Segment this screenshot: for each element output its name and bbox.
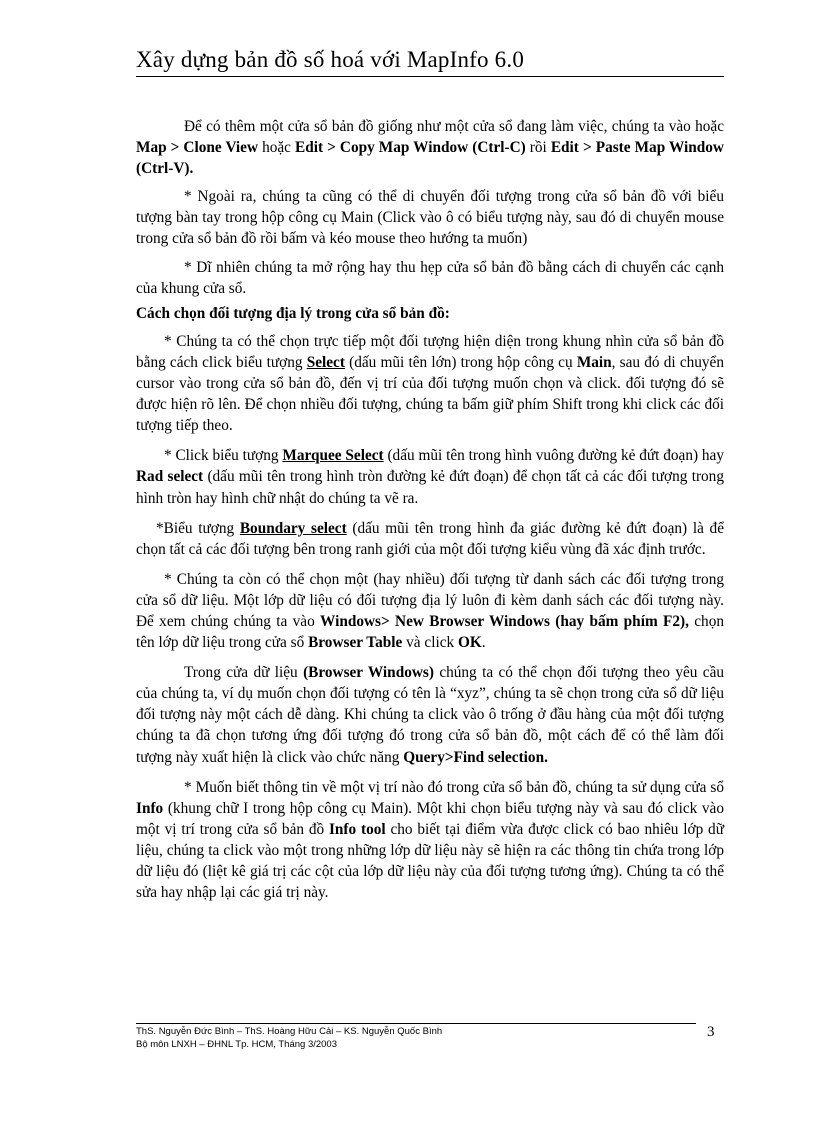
term-rad-select: Rad select <box>136 468 204 486</box>
paragraph-select-tool: * Chúng ta có thể chọn trực tiếp một đối tượng hiện diện trong khung nhìn cửa sổ bản đồ bằng cách click biểu tượng Select (dấu mũi tên lớn) trong hộp công cụ Main, sau đó di chuyển cursor vào trong cửa sổ bản đồ, đến vị trí của đối tượng muốn chọn và click. đối tượng đó sẽ được hiện rõ lên. Để chọn nhiều đối tượng, chúng ta bấm giữ phím Shift trong khi click các đối tượng tiếp theo. <box>136 332 724 435</box>
paragraph-resize-window: * Dĩ nhiên chúng ta mở rộng hay thu hẹp cửa sổ bản đồ bằng cách di chuyển các cạnh của khung cửa sổ. <box>136 258 724 297</box>
footer-authors <box>136 1026 442 1051</box>
paragraph-hand-tool: * Ngoài ra, chúng ta cũng có thể di chuyển đối tượng trong cửa sổ bản đồ với biểu tượng bàn tay trong hộp công cụ Main (Click vào ô có biểu tượng này, sau đó di chuyển mouse trong cửa sổ bản đồ rồi bấm và kéo mouse theo hướng ta muốn) <box>136 188 724 248</box>
menu-path-new-browser: Windows> New Browser Windows (hay bấm phím F2), <box>320 612 689 630</box>
term-select: Select <box>306 353 345 371</box>
term-marquee-select: Marquee Select <box>282 447 384 465</box>
menu-path-find-selection: Query>Find selection. <box>403 748 548 766</box>
term-ok: OK <box>457 634 482 652</box>
footer-divider <box>136 1023 696 1024</box>
paragraph-clone-view: Để có thêm một cửa sổ bản đồ giống như một cửa sổ đang làm việc, chúng ta vào hoặc Map > Clone View hoặc Edit > Copy Map Window (Ctrl-C) rồi Edit > Paste Map Window (Ctrl-V). <box>136 118 724 178</box>
menu-path-paste-map-window: Edit > Paste Map Window (Ctrl-V). <box>136 139 724 178</box>
term-browser-windows: (Browser Windows) <box>303 664 434 682</box>
paragraph-browser-windows: Trong cửa dữ liệu (Browser Windows) chúng ta có thể chọn đối tượng theo yêu cầu của chúng ta, ví dụ muốn chọn đối tượng có tên là “xyz”, chúng ta sẽ chọn trong cửa sổ dữ liệu đối tượng này một cách dễ dàng. Khi chúng ta click vào ô trống ở đầu hàng của một đối tượng chúng ta đã chọn tương ứng đối tượng đó trong cửa sổ bản đồ, một cách để có thể làm đối tượng này xuất hiện là click vào chức năng Query>Find selection. <box>136 664 725 766</box>
footer-line-authors: ThS. Nguyễn Đức Bình – ThS. Hoàng Hữu Cải – KS. Nguyễn Quốc Bình <box>136 1026 443 1037</box>
menu-path-clone-view: Map > Clone View <box>136 139 259 157</box>
section-heading: Cách chọn đối tượng địa lý trong cửa sổ bản đồ: <box>136 304 450 322</box>
page-header-title: Xây dựng bản đồ số hoá với MapInfo 6.0 <box>136 47 525 72</box>
term-info-tool: Info tool <box>328 820 386 838</box>
paragraph-browser-select: * Chúng ta còn có thể chọn một (hay nhiều) đối tượng từ danh sách các đối tượng trong cửa sổ dữ liệu. Một lớp dữ liệu có đối tượng địa lý luôn đi kèm danh sách các đối tượng này. Để xem chúng chúng ta vào Windows> New Browser Windows (hay bấm phím F2), chọn tên lớp dữ liệu trong cửa sổ Browser Table và click OK. <box>136 570 725 652</box>
footer-line-department: Bộ môn LNXH – ĐHNL Tp. HCM, Tháng 3/2003 <box>136 1038 338 1050</box>
header-divider <box>136 76 724 77</box>
paragraph-marquee-select: * Click biểu tượng Marquee Select (dấu mũi tên trong hình vuông đường kẻ đứt đoạn) hay Rad select (dấu mũi tên trong hình tròn đường kẻ đứt đoạn) để chọn tất cả các đối tượng trong hình tròn hay hình chữ nhật do chúng ta vẽ ra. <box>136 447 724 507</box>
menu-path-copy-map-window: Edit > Copy Map Window (Ctrl-C) <box>295 139 526 157</box>
term-info: Info <box>136 799 164 817</box>
page-number: 3 <box>707 1024 715 1040</box>
term-browser-table: Browser Table <box>308 634 403 652</box>
paragraph-info-tool: * Muốn biết thông tin về một vị trí nào đó trong cửa sổ bản đồ, chúng ta sử dụng cửa sổ Info (khung chữ I trong hộp công cụ Main). Một khi chọn biểu tượng này và sau đó click vào một vị trí trong cửa sổ bản đồ Info tool cho biết tại điểm vừa được click có bao nhiêu lớp dữ liệu, chúng ta click vào một trong những lớp dữ liệu này sẽ hiện ra các thông tin chứa trong lớp dữ liệu đó (liệt kê giá trị các cột của lớp dữ liệu này của đối tượng tương ứng). Chúng ta có thể sửa hay nhập lại các giá trị này. <box>136 778 725 902</box>
paragraph-boundary-select: *Biểu tượng Boundary select (dấu mũi tên trong hình đa giác đường kẻ đứt đoạn) là để chọn tất cả các đối tượng bên trong ranh giới của một đối tượng kiểu vùng đã xác định trước. <box>136 519 724 558</box>
main-content <box>136 116 724 903</box>
term-boundary-select: Boundary select <box>239 519 347 537</box>
term-main: Main <box>576 353 612 371</box>
